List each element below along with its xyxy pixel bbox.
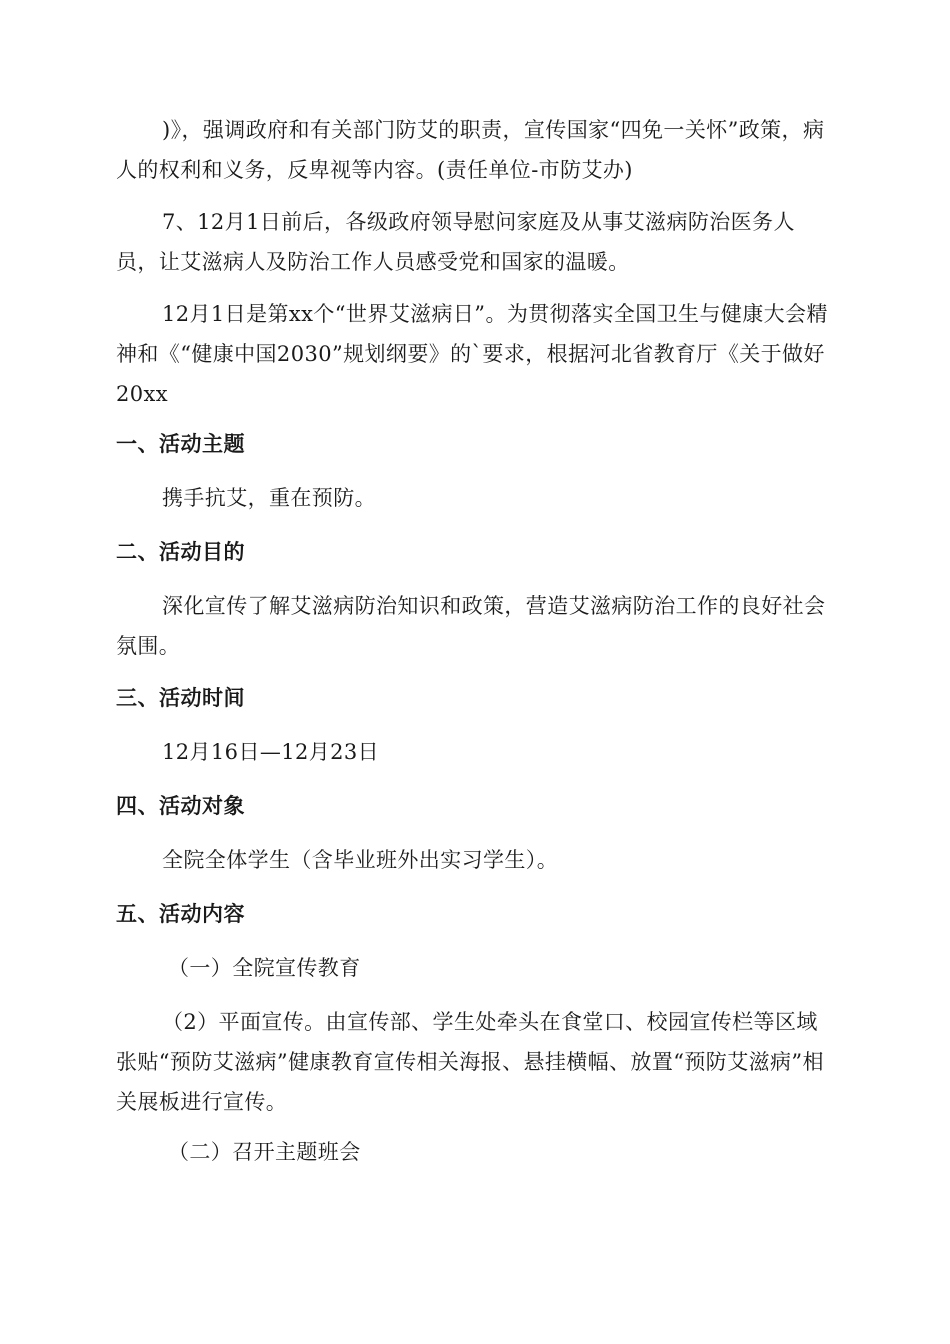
paragraph-item-7: 7、12月1日前后，各级政府领导慰问家庭及从事艾滋病防治医务人员，让艾滋病人及防治工作人员感受党和国家的温暖。: [116, 210, 795, 274]
paragraph-policy-publicity: )》，强调政府和有关部门防艾的职责，宣传国家“四免一关怀”政策，病人的权利和义务，反卑视等内容。(责任单位-市防艾办): [116, 118, 825, 182]
section-heading-audience: 四、活动对象: [116, 794, 245, 818]
section-heading-time: 三、活动时间: [116, 686, 245, 710]
section-heading-purpose: 二、活动目的: [116, 540, 245, 564]
paragraph-time: 12月16日—12月23日: [162, 740, 380, 764]
subheading-campus-education: （一）全院宣传教育: [168, 956, 361, 980]
paragraph-theme: 携手抗艾，重在预防。: [162, 486, 376, 510]
subheading-class-meeting: （二）召开主题班会: [168, 1140, 361, 1164]
paragraph-print-publicity: （2）平面宣传。由宣传部、学生处牵头在食堂口、校园宣传栏等区域张贴“预防艾滋病”健康教育宣传相关海报、悬挂横幅、放置“预防艾滋病”相关展板进行宣传。: [116, 1010, 824, 1114]
paragraph-world-aids-day: 12月1日是第xx个“世界艾滋病日”。为贯彻落实全国卫生与健康大会精神和《“健康中国2030”规划纲要》的`要求，根据河北省教育厅《关于做好20xx: [116, 302, 828, 406]
paragraph-audience: 全院全体学生（含毕业班外出实习学生）。: [162, 848, 559, 872]
section-heading-theme: 一、活动主题: [116, 432, 245, 456]
paragraph-purpose: 深化宣传了解艾滋病防治知识和政策，营造艾滋病防治工作的良好社会氛围。: [116, 594, 826, 658]
section-heading-content: 五、活动内容: [116, 902, 245, 926]
